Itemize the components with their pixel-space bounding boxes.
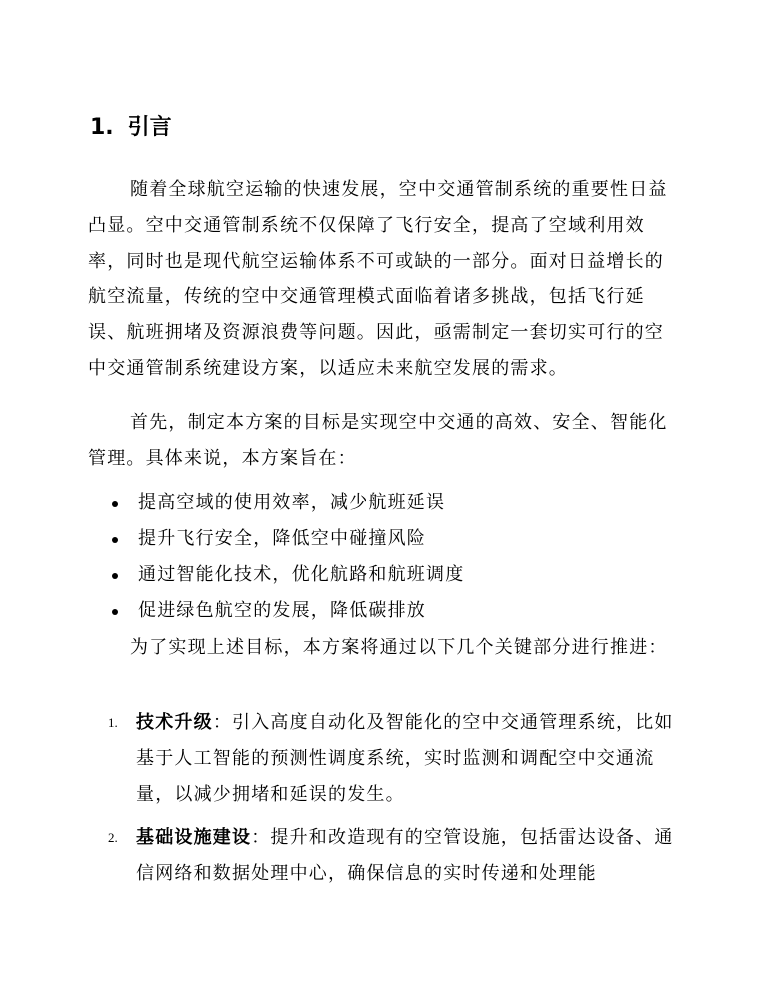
list-item-text: 通过智能化技术，优化航路和航班调度 (138, 564, 465, 585)
numbered-item-title: 基础设施建设 (136, 827, 252, 848)
list-item (110, 521, 670, 557)
list-item (110, 557, 670, 593)
bullet-icon (112, 609, 118, 615)
numbered-item-body (136, 705, 678, 812)
numbered-item (108, 705, 678, 812)
goals-paragraph: 首先，制定本方案的目标是实现空中交通的高效、安全、智能化管理。具体来说，本方案旨在： (88, 412, 668, 469)
section-heading (90, 113, 172, 143)
numbered-item-separator: ： (251, 827, 271, 848)
bullet-icon (112, 573, 118, 579)
numbered-item-number: 2. (108, 830, 118, 845)
section-title: 引言 (127, 115, 172, 140)
numbered-item (108, 820, 678, 892)
list-item-text: 促进绿色航空的发展，降低碳排放 (138, 600, 426, 621)
numbered-item-text: 引入高度自动化及智能化的空中交通管理系统，比如基于人工智能的预测性调度系统，实时监测和调配空中交通流量，以减少拥堵和延误的发生。 (136, 712, 674, 805)
intro-paragraph: 随着全球航空运输的快速发展，空中交通管制系统的重要性日益凸显。空中交通管制系统不仅保障了飞行安全，提高了空域利用效率，同时也是现代航空运输体系不可或缺的一部分。面对日益增长的航空流量，传统的空中交通管理模式面临着诸多挑战，包括飞行延误、航班拥堵及资源浪费等问题。因此，亟需制定一套切实可行的空中交通管制系统建设方案，以适应未来航空发展的需求。 (88, 179, 668, 379)
goals-list (110, 485, 670, 629)
numbered-item-title: 技术升级 (136, 712, 213, 733)
bullet-icon (112, 501, 118, 507)
numbered-item-number: 1. (108, 715, 118, 730)
bullet-icon (112, 537, 118, 543)
list-item-text: 提升飞行安全，降低空中碰撞风险 (138, 528, 426, 549)
numbered-item-text: 提升和改造现有的空管设施，包括雷达设备、通信网络和数据处理中心，确保信息的实时传递和处理能 (136, 827, 674, 884)
list-item (110, 593, 670, 629)
numbered-item-separator: ： (212, 712, 233, 733)
section-number: 1. (90, 115, 114, 140)
list-item (110, 485, 670, 521)
numbered-item-body (136, 820, 678, 892)
list-item-text: 提高空域的使用效率，减少航班延误 (138, 492, 446, 513)
transition-paragraph: 为了实现上述目标，本方案将通过以下几个关键部分进行推进： (130, 637, 668, 658)
